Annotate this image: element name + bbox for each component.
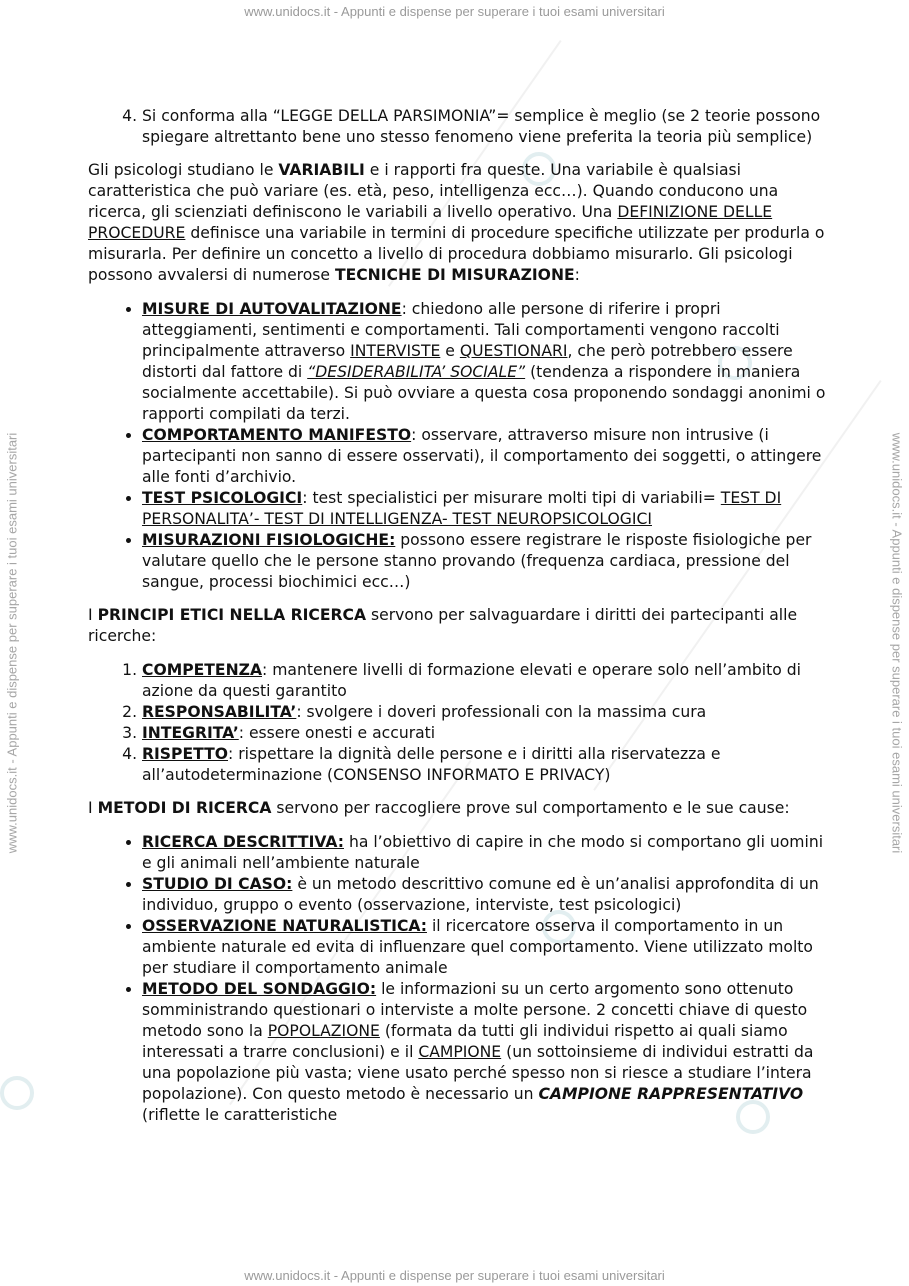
principi-list xyxy=(88,660,826,786)
item-heading: TEST PSICOLOGICI xyxy=(142,489,303,507)
text: : test specialistici per misurare molti tipi di variabili= xyxy=(302,489,721,507)
list-item-responsabilita xyxy=(142,702,826,723)
list-item-osservazione-naturalistica xyxy=(142,916,826,979)
text: : chiedono alle persone di riferire i propri atteggiamenti, sentimenti e comportamenti. Tali comportamenti vengono raccolti principalmente attraverso xyxy=(142,300,780,360)
text: : xyxy=(574,266,580,284)
watermark-header: www.unidocs.it - Appunti e dispense per superare i tuoi esami universitari xyxy=(244,4,665,19)
item-heading: INTEGRITA’ xyxy=(142,724,239,742)
watermark-right: www.unidocs.it - Appunti e dispense per superare i tuoi esami universitari xyxy=(889,432,905,854)
term-test-list: TEST DI PERSONALITA’- TEST DI INTELLIGENZA- TEST NEUROPSICOLOGICI xyxy=(142,489,782,528)
watermark-left: www.unidocs.it - Appunti e dispense per superare i tuoi esami universitari xyxy=(4,432,20,854)
term-interviste: INTERVISTE xyxy=(350,342,441,360)
term-campione-rappresentativo: CAMPIONE RAPPRESENTATIVO xyxy=(538,1085,804,1103)
term-principi-etici: PRINCIPI ETICI NELLA RICERCA xyxy=(97,606,367,624)
metodi-list xyxy=(88,832,826,1126)
text: , che però potrebbero essere distorti dal fattore di xyxy=(142,342,793,381)
text: Gli psicologi studiano le xyxy=(88,161,279,179)
list-item-competenza xyxy=(142,660,826,702)
text: definisce una variabile in termini di procedure specifiche utilizzate per produrla o misurarla. Per definire un concetto a livello di procedura dobbiamo misurarlo. Gli psicologi possono avvalersi di numerose xyxy=(88,224,825,284)
term-metodi-ricerca: METODI DI RICERCA xyxy=(97,799,272,817)
item-heading: COMPETENZA xyxy=(142,661,263,679)
term-variabili: VARIABILI xyxy=(278,161,365,179)
text: : rispettare la dignità delle persone e i diritti alla riservatezza e all’autodeterminazione (CONSENSO INFORMATO E PRIVACY) xyxy=(142,745,721,784)
paragraph-principi xyxy=(88,605,826,647)
item-heading: STUDIO DI CASO: xyxy=(142,875,293,893)
text: : osservare, attraverso misure non intrusive (i partecipanti non sanno di essere osservati), il comportamento dei soggetti, o attingere alle fonti d’archivio. xyxy=(142,426,822,486)
item-heading: COMPORTAMENTO MANIFESTO xyxy=(142,426,412,444)
text: (tendenza a rispondere in maniera socialmente accettabile). Si può ovviare a questa cosa proponendo sondaggi anonimi o rapporti compilati da terzi. xyxy=(142,363,826,423)
item-heading: RICERCA DESCRITTIVA: xyxy=(142,833,344,851)
text: il ricercatore osserva il comportamento in un ambiente naturale ed evita di influenzare quel comportamento. Viene utilizzato molto per studiare il comportamento animale xyxy=(142,917,813,977)
list-item-comportamento-manifesto xyxy=(142,425,826,488)
text: e xyxy=(440,342,460,360)
text: le informazioni su un certo argomento sono ottenuto somministrando questionari o interviste a molte persone. 2 concetti chiave di questo metodo sono la xyxy=(142,980,808,1040)
paragraph-metodi xyxy=(88,798,826,819)
text: (un sottoinsieme di individui estratti da una popolazione più vasta; viene usato perché spesso non si riesce a studiare l’intera popolazione). Con questo metodo è necessario un xyxy=(142,1043,814,1103)
item-heading: METODO DEL SONDAGGIO: xyxy=(142,980,377,998)
text: è un metodo descrittivo comune ed è un’analisi approfondita di un individuo, gruppo o evento (osservazione, interviste, test psicologici) xyxy=(142,875,819,914)
watermark-footer: www.unidocs.it - Appunti e dispense per superare i tuoi esami universitari xyxy=(244,1268,665,1283)
item-heading: RESPONSABILITA’ xyxy=(142,703,297,721)
intro-item-parsimonia xyxy=(142,106,826,148)
misure-list xyxy=(88,299,826,593)
list-item-autovalutazione xyxy=(142,299,826,425)
item-heading: MISURAZIONI FISIOLOGICHE: xyxy=(142,531,396,549)
intro-item-text: Si conforma alla “LEGGE DELLA PARSIMONIA”= semplice è meglio (se 2 teorie possono spiegare altrettanto bene uno stesso fenomeno viene preferita la teoria più semplice) xyxy=(142,107,821,146)
text: : essere onesti e accurati xyxy=(238,724,436,742)
paragraph-variabili xyxy=(88,160,826,286)
item-heading: OSSERVAZIONE NATURALISTICA: xyxy=(142,917,427,935)
list-item-metodo-sondaggio xyxy=(142,979,826,1126)
text: servono per raccogliere prove sul comportamento e le sue cause: xyxy=(271,799,790,817)
text: (riflette le caratteristiche xyxy=(142,1106,338,1124)
text: possono essere registrare le risposte fisiologiche per valutare quello che le persone stanno provando (frequenza cardiaca, pressione del sangue, processi biochimici ecc…) xyxy=(142,531,812,591)
item-heading: MISURE DI AUTOVALITAZIONE xyxy=(142,300,402,318)
watermark-logo-icon xyxy=(0,1076,34,1110)
text: ha l’obiettivo di capire in che modo si comportano gli uomini e gli animali nell’ambiente naturale xyxy=(142,833,824,872)
text: : svolgere i doveri professionali con la massima cura xyxy=(296,703,707,721)
term-definizione-procedure: DEFINIZIONE DELLE PROCEDURE xyxy=(88,203,773,242)
list-item-ricerca-descrittiva xyxy=(142,832,826,874)
term-popolazione: POPOLAZIONE xyxy=(267,1022,380,1040)
document-body xyxy=(88,106,826,1138)
text: servono per salvaguardare i diritti dei partecipanti alle ricerche: xyxy=(88,606,798,645)
text: e i rapporti fra queste. Una variabile è qualsiasi caratteristica che può variare (es. età, peso, intelligenza ecc…). Quando conducono una ricerca, gli scienziati definiscono le variabili a livello operativo. Una xyxy=(88,161,779,221)
text: : mantenere livelli di formazione elevati e operare solo nell’ambito di azione da questi garantito xyxy=(142,661,801,700)
list-item-rispetto xyxy=(142,744,826,786)
term-tecniche-misurazione: TECNICHE DI MISURAZIONE xyxy=(334,266,575,284)
term-campione: CAMPIONE xyxy=(418,1043,502,1061)
list-item-studio-di-caso xyxy=(142,874,826,916)
text: (formata da tutti gli individui rispetto ai quali siamo interessati a trarre conclusioni) e il xyxy=(142,1022,788,1061)
list-item-integrita xyxy=(142,723,826,744)
list-item-misurazioni-fisiologiche xyxy=(142,530,826,593)
intro-list xyxy=(88,106,826,148)
term-questionari: QUESTIONARI xyxy=(459,342,568,360)
text: I xyxy=(88,606,98,624)
item-heading: RISPETTO xyxy=(142,745,229,763)
term-desiderabilita: “DESIDERABILITA’ SOCIALE” xyxy=(307,363,526,381)
list-item-test-psicologici xyxy=(142,488,826,530)
text: I xyxy=(88,799,98,817)
